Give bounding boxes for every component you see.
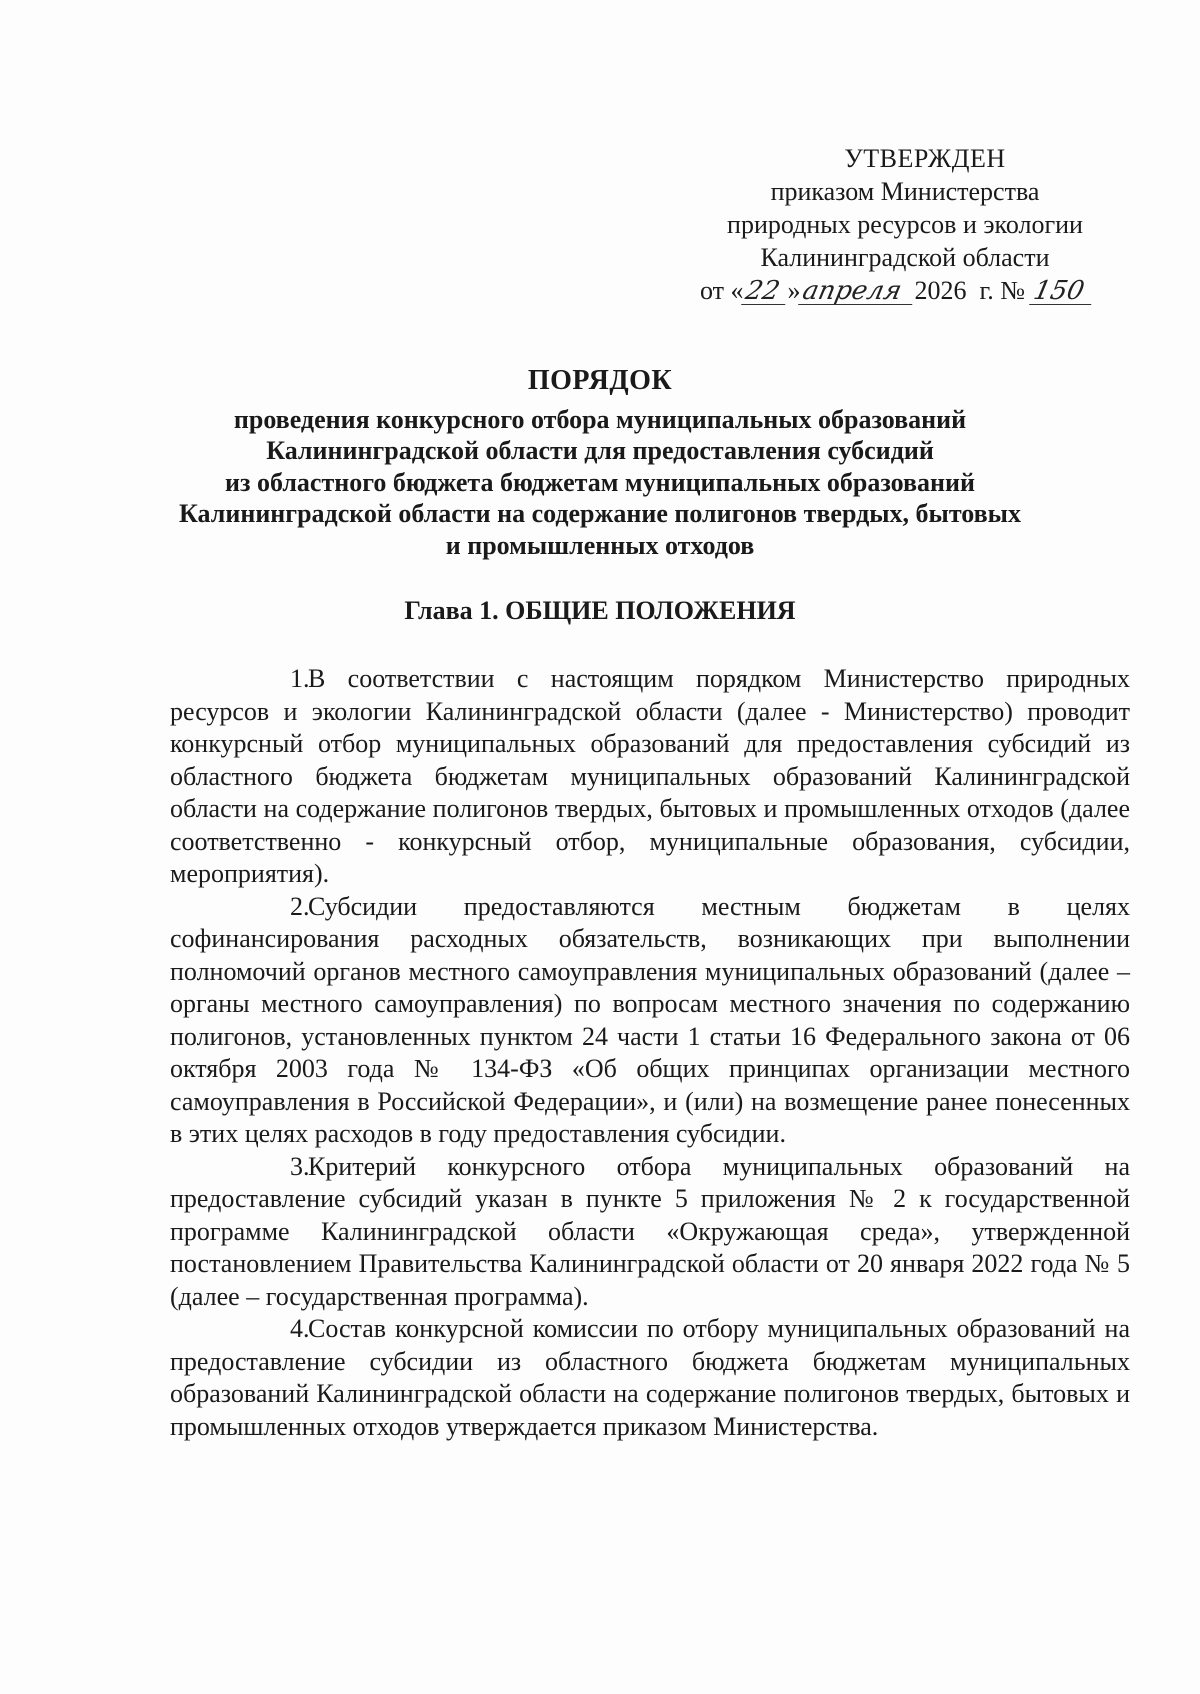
paragraph-2 xyxy=(170,891,1130,1151)
approval-line-3: Калининградской области xyxy=(760,243,1050,272)
approval-block xyxy=(690,142,1120,307)
approval-date-line xyxy=(700,274,1120,307)
date-separator: » xyxy=(787,276,801,305)
paragraph-3 xyxy=(170,1151,1130,1314)
title-line: и промышленных отходов xyxy=(445,530,755,560)
handwritten-day: 22 xyxy=(741,278,791,305)
chapter-heading: Глава 1. ОБЩИЕ ПОЛОЖЕНИЯ xyxy=(404,596,796,625)
paragraph-text: Критерий конкурсного отбора муниципальных образований на предоставление субсидий указан в пункте 5 приложения № 2 к государственной программе Калининградской области «Окружающая среда», утвержденной постановлением Правительства Калининградской области от 20 января 2022 года № 5 (далее – государственная программа). xyxy=(170,1151,1130,1311)
order-number-label: г. № xyxy=(979,276,1026,305)
paragraph-number: 3. xyxy=(290,1151,310,1181)
title-line: Калининградской области на содержание полигонов твердых, бытовых xyxy=(179,499,1021,528)
paragraph-number: 2. xyxy=(290,891,310,921)
date-year: 2026 xyxy=(914,276,967,305)
title-line: проведения конкурсного отбора муниципальных образований xyxy=(233,404,967,434)
document-title: ПОРЯДОК xyxy=(527,365,673,396)
paragraph-number: 1. xyxy=(290,664,310,693)
date-prefix: от « xyxy=(700,276,744,305)
approved-stamp-text: УТВЕРЖДЕН xyxy=(844,144,1006,173)
approval-line-2: природных ресурсов и экологии xyxy=(727,210,1083,239)
title-line: Калининградской области для предоставления субсидий xyxy=(266,436,934,465)
paragraph-text: Субсидии предоставляются местным бюджетам в целях софинансирования расходных обязательств, возникающих при выполнении полномочий органов местного самоуправления муниципальных образований (далее – органы местного самоуправления) по вопросам местного значения по содержанию полигонов, установленных пунктом 24 части 1 статьи 16 Федерального закона от 06 октября 2003 года № 134-ФЗ «Об общих принципах организации местного самоуправления в Российской Федерации», и (или) на возмещение ранее понесенных в этих целях расходов в году предоставления субсидии. xyxy=(170,891,1130,1148)
paragraph-text: В соответствии с настоящим порядком Министерство природных ресурсов и экологии Калининградской области (далее - Министерство) проводит конкурсный отбор муниципальных образований для предоставления субсидий из областного бюджета бюджетам муниципальных образований Калининградской области на содержание полигонов твердых, бытовых и промышленных отходов (далее соответственно - конкурсный отбор, муниципальные образования, субсидии, мероприятия). xyxy=(170,664,1130,888)
approval-line-1: приказом Министерства xyxy=(770,177,1040,206)
title-line: из областного бюджета бюджетам муниципальных образований xyxy=(225,467,975,497)
paragraph-text: Состав конкурсной комиссии по отбору муниципальных образований на предоставление субсидии из областного бюджета бюджетам муниципальных образований Калининградской области на содержание полигонов твердых, бытовых и промышленных отходов утверждается приказом Министерства. xyxy=(170,1314,1130,1441)
paragraph-4 xyxy=(170,1313,1130,1443)
document-title-block xyxy=(120,365,1080,561)
handwritten-month: апреля xyxy=(798,278,918,305)
paragraph-number: 4. xyxy=(290,1314,310,1343)
paragraph-1 xyxy=(170,663,1130,891)
handwritten-order-number: 150 xyxy=(1029,278,1097,305)
document-body xyxy=(170,663,1130,1443)
